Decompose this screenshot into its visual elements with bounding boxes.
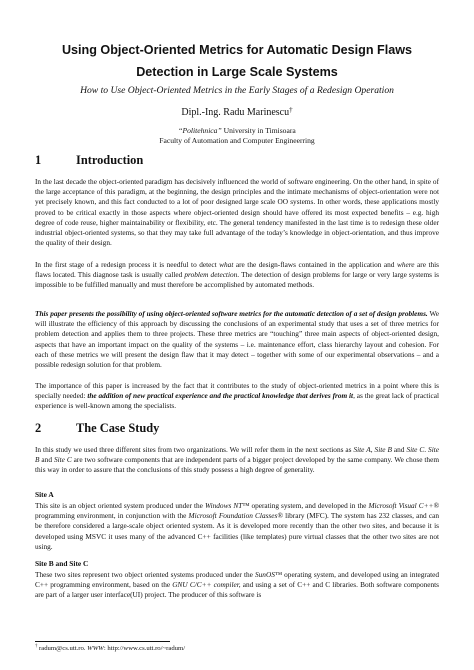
section-1-number: 1 (35, 153, 42, 167)
author-line (0, 106, 474, 120)
university-rest: University in Timisoara (221, 126, 296, 135)
text-run: operating system, and developed in the (249, 501, 369, 510)
site-bc-heading: Site B and Site C (35, 559, 89, 568)
footnote-url: : http://www.cs.utt.ro/~radum/ (103, 645, 186, 652)
case-study-paragraph (35, 445, 439, 476)
emph-msvc: Microsoft Visual C++® (368, 501, 439, 510)
footnote-email: radum@cs.utt.ro. (37, 645, 88, 652)
footnote-divider (35, 641, 170, 642)
section-1-heading (35, 152, 143, 168)
emph-site: Site B (35, 445, 439, 465)
site-a-paragraph (35, 501, 439, 552)
paper-title-line-1: Using Object-Oriented Metrics for Automatic Design Flaws (61, 43, 413, 57)
affiliation-university (0, 126, 474, 136)
emph-sunos: SunOS™ (255, 570, 283, 579)
paper-title-line-2: Detection in Large Scale Systems (136, 65, 338, 79)
text-run: and using a set of C++ and C libraries. Both software components are part of a larger user interface(UI) project. The producer of this software is (35, 580, 439, 600)
emph-gnu-compiler: GNU C/C++ compiler, (172, 580, 241, 590)
footnote (35, 644, 185, 653)
emph-site: Site B (374, 445, 392, 454)
emph-what: what (219, 260, 234, 269)
section-1-title: Introduction (76, 153, 144, 167)
text-run: are this flaws located. This diagnose task is usually called (35, 260, 439, 280)
emph-practical-experience: the addition of new practical experience and the practical knowledge that derives from it (87, 391, 354, 401)
emph-site: Site C (53, 455, 72, 465)
author-footnote-mark: † (289, 106, 293, 114)
footnote-mark: † (35, 644, 38, 649)
text-run: . The detection of design problems for large or very large systems is impossible to be fulfilled manually and must therefore be accomplished by automated methods. (35, 270, 439, 290)
intro-paragraph-1: In the last decade the object-oriented paradigm has decisively influenced the world of software engineering. On the other hand, in spite of the large acceptance of this paradigm, at the beginning, the design principles and the intimate mechanisms of object-orientation were not yet precisely known, and this fact conducted to a lot of poor designed large scale OO systems. In other words, these applications mostly proved to be critical exactly in those aspects where object-oriented design should have offered its most expected benefits – e.g. high degree of code reuse, higher maintainability or flexibility, etc. The general tendency manifested in the last time is to redesign these older industrial object-oriented systems, so that they may take full advantage of the today’s knowledge in object-orientation, and thus improve the quality of their design. (35, 177, 439, 248)
emph-where: where (396, 260, 415, 269)
text-run: and (39, 455, 54, 465)
text-run: The importance of this paper is increased by the fact that it contributes to the study of object-oriented metrics in a point where this is specially needed: (35, 381, 439, 401)
emph-site: Site A (353, 445, 371, 454)
section-2-heading (35, 420, 159, 436)
paper-subtitle: How to Use Object-Oriented Metrics in the Early Stages of a Redesign Operation (80, 85, 394, 96)
intro-paragraph-2 (35, 260, 439, 291)
site-a-heading: Site A (35, 490, 54, 499)
emph-paper-purpose: This paper presents the possibility of using object-oriented software metrics for the automatic detection of a set of design problems. (35, 309, 428, 318)
author-name: Dipl.-Ing. Radu Marinescu (181, 107, 290, 118)
text-run: , (370, 445, 375, 454)
text-run: In the first stage of a redesign process it is needful to detect (35, 260, 220, 269)
text-run: programming environment, in conjunction with the (35, 511, 189, 521)
intro-paragraph-3 (35, 309, 439, 370)
text-run: This site is an object oriented system produced under the (35, 501, 205, 510)
text-run: , as the great lack of practical experience is well-known among the specialists. (35, 391, 439, 411)
university-name: “Politehnica” (178, 126, 222, 135)
section-2-number: 2 (35, 421, 42, 435)
emph-windows-nt: Windows NT™ (204, 501, 250, 510)
emph-problem-detection: problem detection (184, 270, 238, 280)
emph-mfc: Microsoft Foundation Classes® (188, 511, 283, 521)
text-run: . (424, 445, 429, 454)
site-bc-paragraph (35, 570, 439, 601)
text-run: are the design-flaws contained in the application and (233, 260, 397, 269)
text-run: are two software components that are independent parts of a bigger project developed by the same company. We chose them this way in order to assure that the conclusions of this study possess a high degree of generality. (35, 455, 439, 475)
emph-site: Site C (406, 445, 425, 454)
section-2-title: The Case Study (76, 421, 160, 435)
text-run: library (MFC). The system has 232 classes, and can be therefore considered a large-scale object oriented system. As it is developed more recently than the other two sites, and because it is developed using MSVC it uses many of the advanced C++ facilities (like templates) pure virtual classes that the other two sites are not using. (35, 511, 439, 551)
text-run: We will illustrate the efficiency of this approach by discussing the conclusions of an experimental study that uses a set of three metrics for problem detection and applies them to three projects. These three metrics are “touching” three main aspects of object-oriented design, aspects that have an important impact on the quality of the systems – i.e. maintenance effort, class hierarchy layout and cohesion. For each of these metrics we will present the design flaw that it may detect – together with some of our experimental observations – and a possible redesign solution for that problem. (35, 309, 440, 370)
text-run: These two sites represent two object oriented systems produced under the (35, 570, 255, 579)
footnote-www-label: WWW (87, 645, 104, 652)
text-run: operating system, and developed using an integrated C++ programming environment, based on the (35, 570, 439, 590)
intro-paragraph-4 (35, 381, 439, 412)
affiliation-faculty: Faculty of Automation and Computer Engineerring (159, 136, 315, 145)
text-run: In this study we used three different sites from two organizations. We will refer them in the next sections as (35, 445, 354, 454)
text-run: and (391, 445, 407, 454)
